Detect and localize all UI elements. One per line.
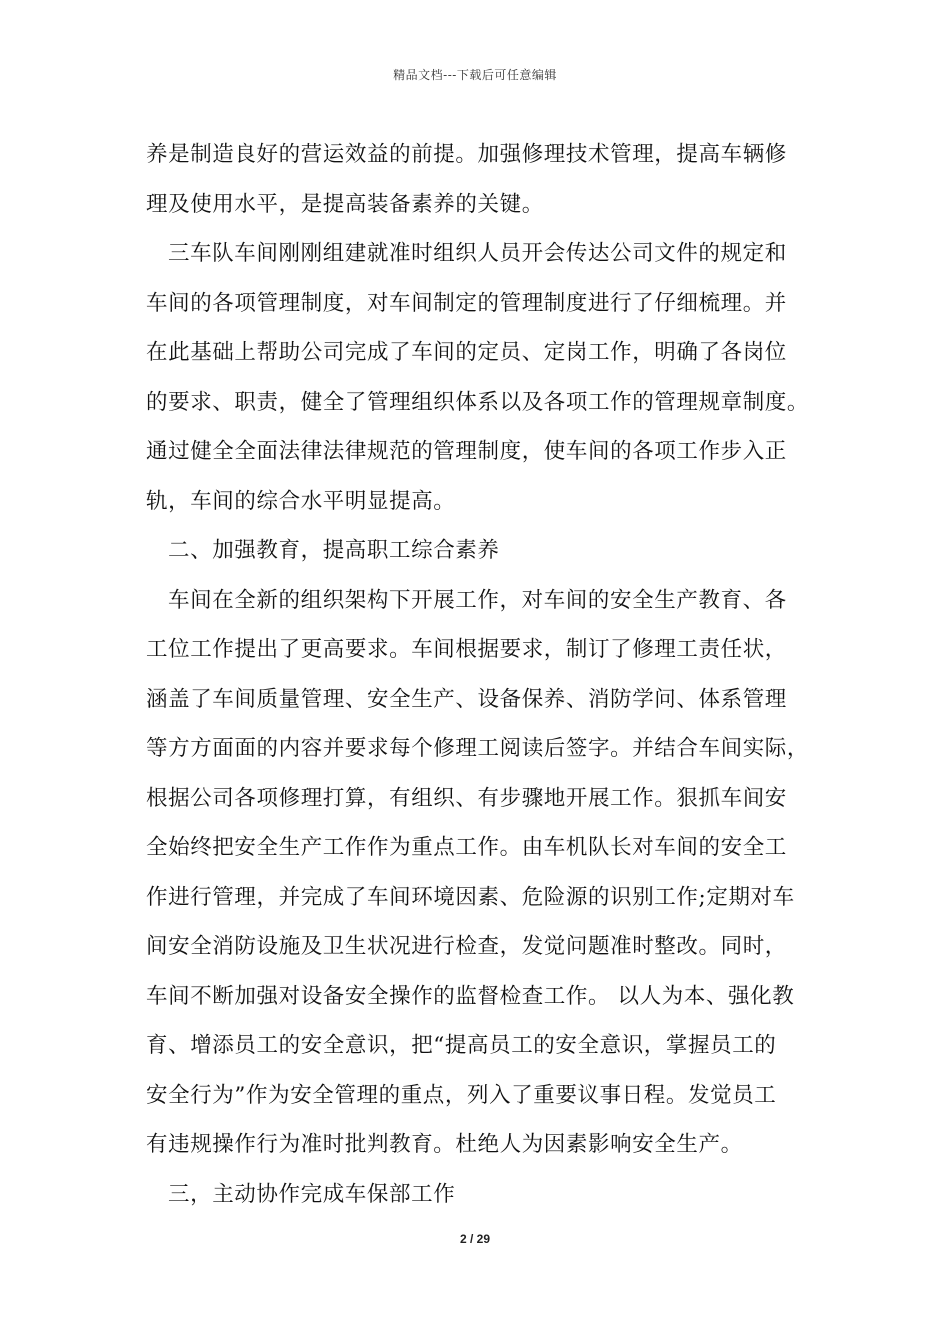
body-line: 育、增添员工的安全意识，把“提高员工的安全意识，掌握员工的 [146,1033,777,1058]
page-number: 2 / 29 [459,1232,491,1246]
body-line: 理及使用水平，是提高装备素养的关键。 [146,191,544,217]
document-body [146,130,826,1219]
body-line: 的要求、职责，健全了管理组织体系以及各项工作的管理规章制度。 [146,389,810,415]
body-line: 养是制造良好的营运效益的前提。加强修理技术管理，提高车辆修 [146,142,787,167]
body-line: 涵盖了车间质量管理、安全生产、设备保养、消防学问、体系管理 [146,686,787,712]
body-line: 等方方面面的内容并要求每个修理工阅读后签字。并结合车间实际， [146,736,810,761]
body-line: 间安全消防设施及卫生状况进行检查，发觉问题准时整改。同时， [146,934,787,959]
body-line: 轨，车间的综合水平明显提高。 [146,488,456,514]
body-line: 车间的各项管理制度，对车间制定的管理制度进行了仔细梳理。并 [146,290,787,316]
body-line: 在此基础上帮助公司完成了车间的定员、定岗工作，明确了各岗位 [146,340,787,365]
section-heading: 三，主动协作完成车保部工作 [168,1181,456,1207]
page-header: 精品文档---下载后可任意编辑 [393,68,557,82]
paragraph-start-line: 三车队车间刚刚组建就准时组织人员开会传达公司文件的规定和 [168,241,787,266]
body-line: 有违规操作行为准时批判教育。杜绝人为因素影响安全生产。 [146,1132,743,1157]
body-line: 安全行为”作为安全管理的重点，列入了重要议事日程。发觉员工 [146,1082,777,1108]
paragraph-start-line: 车间在全新的组织架构下开展工作，对车间的安全生产教育、各 [168,587,787,613]
body-line: 作进行管理，并完成了车间环境因素、危险源的识别工作;定期对车 [146,884,795,910]
body-line: 通过健全全面法律法律规范的管理制度，使车间的各项工作步入正 [146,439,787,464]
body-line: 工位工作提出了更高要求。车间根据要求，制订了修理工责任状， [146,637,787,662]
body-line: 全始终把安全生产工作作为重点工作。由车机队长对车间的安全工 [146,835,787,860]
body-line: 车间不断加强对设备安全操作的监督检查工作。 以人为本、强化教 [146,983,795,1009]
section-heading: 二、加强教育，提高职工综合素养 [168,538,500,563]
body-line: 根据公司各项修理打算，有组织、有步骤地开展工作。狠抓车间安 [146,785,787,811]
